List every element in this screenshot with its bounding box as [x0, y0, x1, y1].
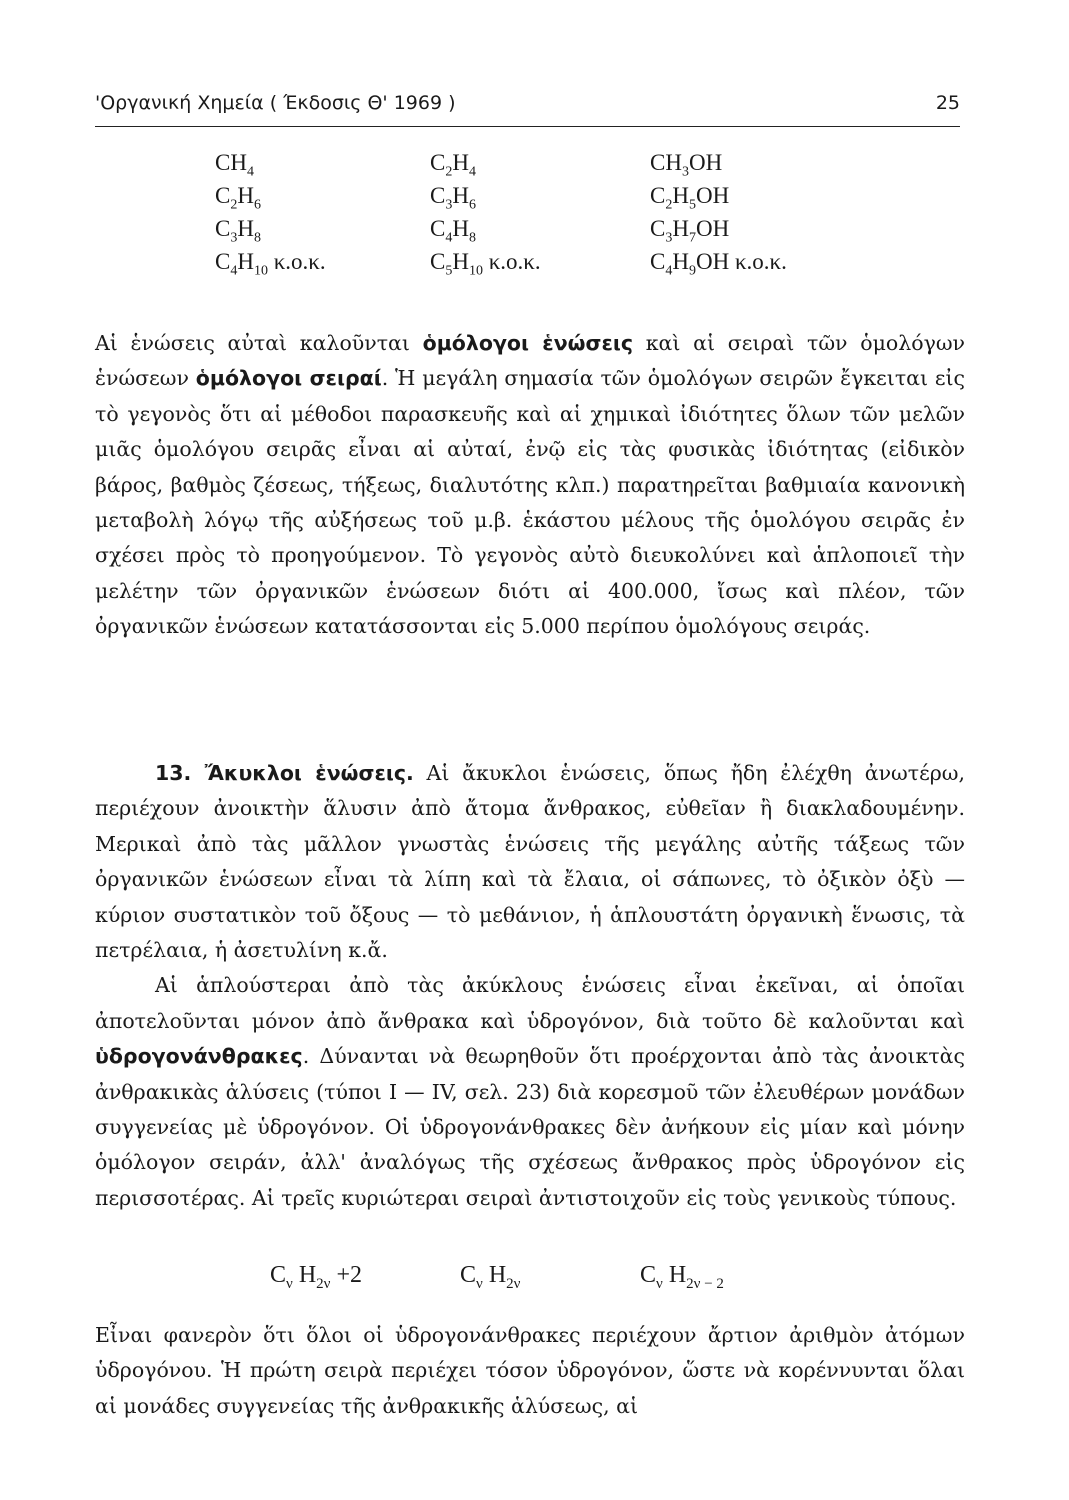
header-title: 'Οργανική Χημεία ( Έκδοσις Θ' 1969 ): [95, 92, 456, 114]
alkane-column: [215, 146, 326, 278]
general-formula-alkenes: $C_\nu$ $H_{2\nu}$: [460, 1262, 521, 1292]
page-number: 25: [935, 92, 960, 114]
formula: $C_2H_5OH$: [650, 183, 730, 213]
formula: $C_4H_9OH$ κ.ο.κ.: [650, 249, 787, 279]
alkene-column: [430, 146, 541, 278]
term-homologous-compounds: ὁμόλογοι ἑνώσεις: [422, 331, 634, 355]
section-paragraph: 13. Ἄκυκλοι ἑνώσεις. Αἱ ἄκυκλοι ἑνώσεις, ὅπως ἤδη ἐλέχθη ἀνωτέρω, περιέχουν ἀνοικτὴν ἅλυσιν ἀπὸ ἄτομα ἄνθρακος, εὐθεῖαν ἢ διακλαδουμένην. Μερικαὶ ἀπὸ τὰς μᾶλλον γνωστὰς ἑνώσεις τῆς μεγάλης αὐτῆς τάξεως τῶν ὀργανικῶν ἑνώσεων εἶναι τὰ λίπη καὶ τὰ ἔλαια, οἱ σάπωνες, τὸ ὀξικὸν ὀξὺ — κύριον συστατικὸν τοῦ ὄξους — τὸ μεθάνιον, ἡ ἁπλουστάτη ὀργανικὴ ἕνωσις, τὰ πετρέλαια, ἡ ἀσετυλίνη κ.ἄ.: [95, 761, 965, 963]
header-rule: [95, 126, 960, 127]
body-paragraph: Αἱ ἑνώσεις αὐταὶ καλοῦνται ὁμόλογοι ἑνώσεις καὶ αἱ σειραὶ τῶν ὁμολόγων ἑνώσεων ὁμόλογοι σειραί. Ἡ μεγάλη σημασία τῶν ὁμολόγων σειρῶν ἔγκειται εἰς τὸ γεγονὸς ὅτι αἱ μέθοδοι παρασκευῆς καὶ αἱ χημικαὶ ἰδιότητες ὅλων τῶν μελῶν μιᾶς ὁμολόγου σειρᾶς εἶναι αἱ αὐταί, ἐνῷ εἰς τὰς φυσικὰς ἰδιότητας (εἰδικὸν βάρος, βαθμὸς ζέσεως, τήξεως, διαλυτότης κλπ.) παρατηρεῖται βαθμιαία κανονικὴ μεταβολὴ λόγῳ τῆς αὐξήσεως τοῦ μ.β. ἑκάστου μέλους τῆς ὁμολόγου σειρᾶς ἐν σχέσει πρὸς τὸ προηγούμενον. Τὸ γεγονὸς αὐτὸ διευκολύνει καὶ ἁπλοποιεῖ τὴν μελέτην τῶν ὀργανικῶν ἑνώσεων διότι αἱ 400.000, ἴσως καὶ πλέον, τῶν ὀργανικῶν ἑνώσεων κατατάσσονται εἰς 5.000 περίπου ὁμολόγους σειράς.: [95, 331, 965, 639]
formula: $C_2H_4$: [430, 150, 476, 180]
running-header: [95, 92, 960, 126]
general-formula-alkynes: $C_\nu$ $H_{2\nu - 2}$: [640, 1262, 724, 1292]
formula: $CH_4$: [215, 150, 254, 180]
formula: $C_3H_8$: [215, 216, 261, 246]
formula: $C_5H_{10}$ κ.ο.κ.: [430, 249, 541, 279]
formula: $CH_3OH$: [650, 150, 723, 180]
closing-paragraph: [95, 1318, 965, 1424]
formula: $C_3H_7OH$: [650, 216, 730, 246]
body-paragraph: Εἶναι φανερὸν ὅτι ὅλοι οἱ ὑδρογονάνθρακες περιέχουν ἄρτιον ἀριθμὸν ἀτόμων ὑδρογόνου. Ἡ πρώτη σειρὰ περιέχει τόσον ὑδρογόνον, ὥστε νὰ κορέννυνται ὅλαι αἱ μονάδες συγγενείας τῆς ἀνθρακικῆς ἁλύσεως, αἱ: [95, 1323, 965, 1418]
general-formulas: [270, 1262, 830, 1302]
hydrocarbons-paragraph: Αἱ ἁπλούστεραι ἀπὸ τὰς ἀκύκλους ἑνώσεις εἶναι ἐκεῖναι, αἱ ὁποῖαι ἀποτελοῦνται μόνον ἀπὸ ἄνθρακα καὶ ὑδρογόνον, διὰ τοῦτο δὲ καλοῦνται καὶ ὑδρογονάνθρακες. Δύνανται νὰ θεωρηθοῦν ὅτι προέρχονται ἀπὸ τὰς ἀνοικτὰς ἀνθρακικὰς ἁλύσεις (τύποι I — IV, σελ. 23) διὰ κορεσμοῦ τῶν ἐλευθέρων μονάδων συγγενείας μὲ ὑδρογόνον. Οἱ ὑδρογονάνθρακες δὲν ἀνήκουν εἰς μίαν καὶ μόνην ὁμόλογον σειράν, ἀλλ' ἀναλόγως τῆς σχέσεως ἄνθρακος πρὸς ὑδρογόνον εἰς περισσοτέρας. Αἱ τρεῖς κυριώτεραι σειραὶ ἀντιστοιχοῦν εἰς τοὺς γενικοὺς τύπους.: [95, 973, 965, 1210]
formula: $C_4H_{10}$ κ.ο.κ.: [215, 249, 326, 279]
term-homologous-series: ὁμόλογοι σειραί: [195, 366, 382, 391]
general-formula-alkanes: $C_\nu$ $H_{2\nu} +2$: [270, 1262, 362, 1292]
section-heading: 13. Ἄκυκλοι ἑνώσεις.: [155, 761, 414, 785]
alcohol-column: [650, 146, 787, 278]
formula: $C_4H_8$: [430, 216, 476, 246]
homologous-series-paragraph: [95, 326, 965, 645]
term-hydrocarbons: ὑδρογονάνθρακες: [95, 1044, 303, 1069]
formula: $C_2H_6$: [215, 183, 261, 213]
section-13: [95, 756, 965, 1216]
formula: $C_3H_6$: [430, 183, 476, 213]
